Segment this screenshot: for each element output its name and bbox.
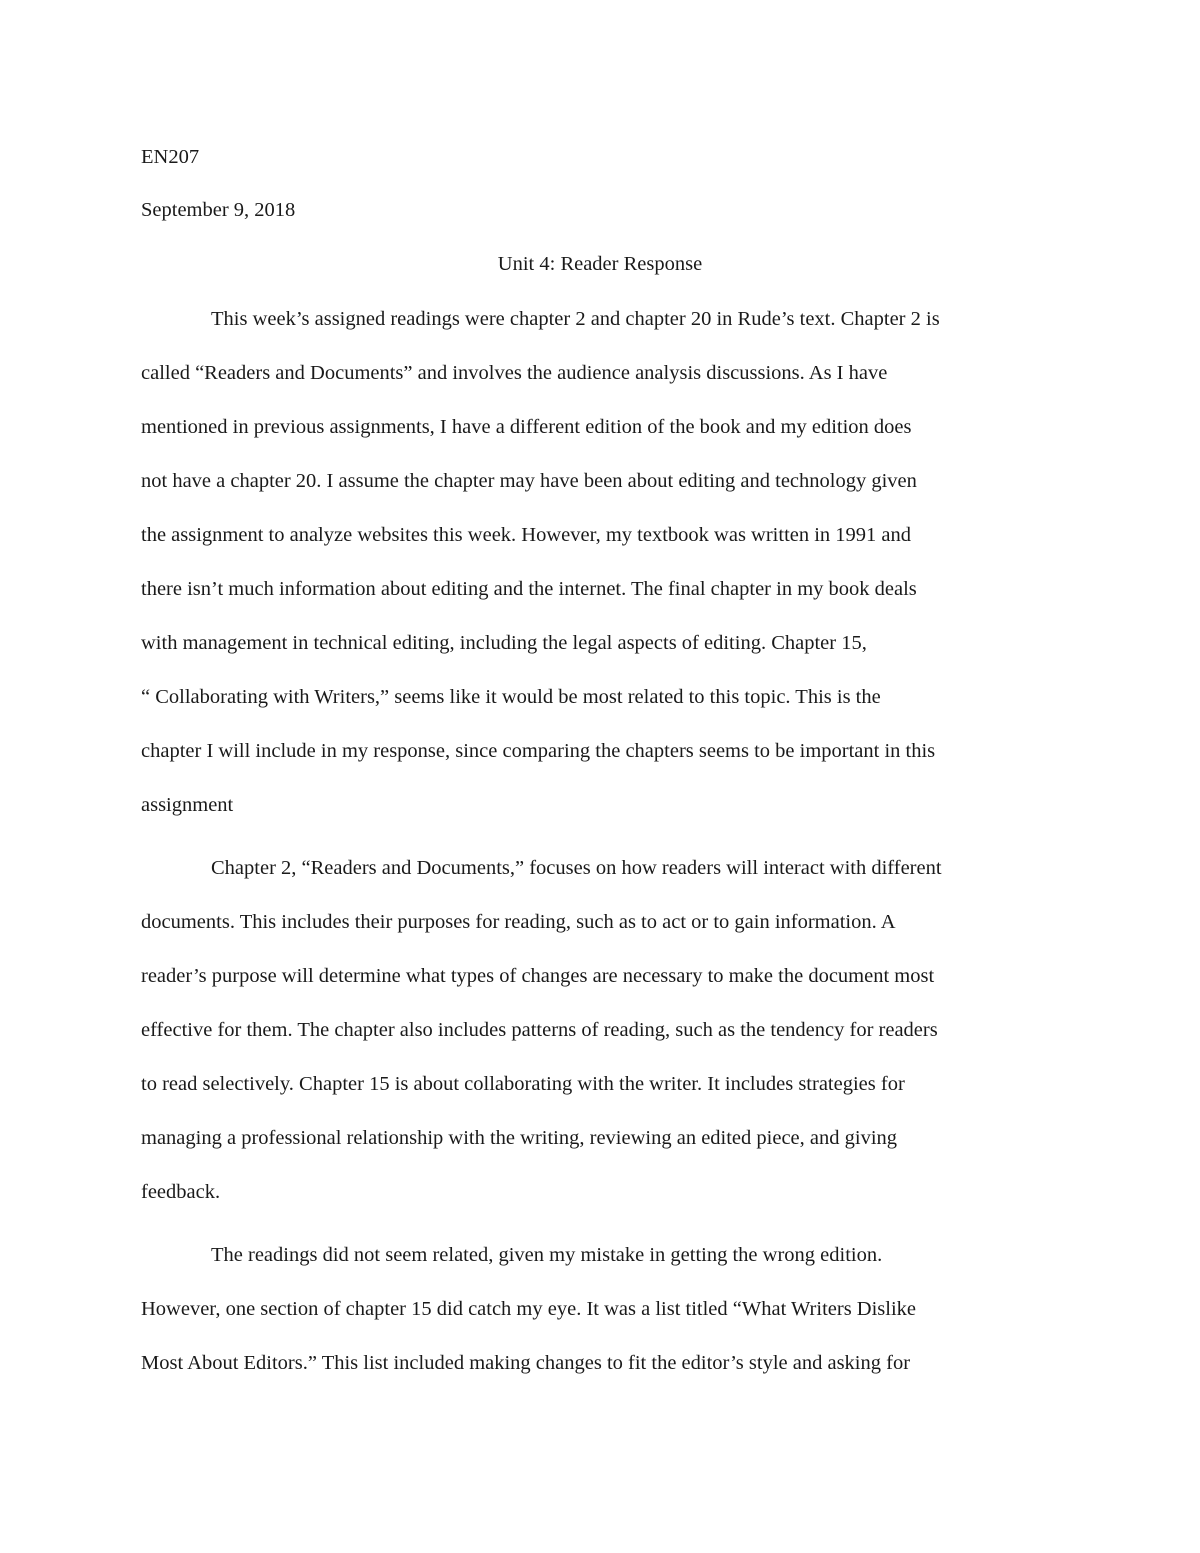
- paragraph-line: reader’s purpose will determine what types of changes are necessary to make the document most: [141, 965, 935, 987]
- paragraph-line: Chapter 2, “Readers and Documents,” focuses on how readers will interact with different: [211, 857, 942, 879]
- paragraph-line: chapter I will include in my response, since comparing the chapters seems to be important in this: [141, 740, 936, 762]
- paragraph-line: Most About Editors.” This list included making changes to fit the editor’s style and asking for: [141, 1352, 911, 1374]
- document-date: September 9, 2018: [141, 199, 296, 221]
- paragraph-line: However, one section of chapter 15 did catch my eye. It was a list titled “What Writers Dislike: [141, 1298, 917, 1320]
- paragraph-line: feedback.: [141, 1181, 221, 1203]
- paragraph-3: [141, 1228, 1059, 1390]
- paragraph-line: “ Collaborating with Writers,” seems like it would be most related to this topic. This is the: [141, 686, 881, 708]
- paragraph-line: effective for them. The chapter also includes patterns of reading, such as the tendency for readers: [141, 1019, 938, 1041]
- paragraph-line: The readings did not seem related, given my mistake in getting the wrong edition.: [211, 1244, 883, 1266]
- paragraph-line: the assignment to analyze websites this week. However, my textbook was written in 1991 and: [141, 524, 912, 546]
- paragraph-line: This week’s assigned readings were chapter 2 and chapter 20 in Rude’s text. Chapter 2 is: [211, 308, 940, 330]
- paragraph-line: mentioned in previous assignments, I have a different edition of the book and my edition does: [141, 416, 912, 438]
- paragraph-line: with management in technical editing, including the legal aspects of editing. Chapter 15,: [141, 632, 867, 654]
- paragraph-line: there isn’t much information about editing and the internet. The final chapter in my book deals: [141, 578, 917, 600]
- paragraph-line: documents. This includes their purposes for reading, such as to act or to gain information. A: [141, 911, 896, 933]
- document-body: [141, 292, 1059, 1390]
- document-title: Unit 4: Reader Response: [497, 253, 703, 275]
- paragraph-1: [141, 292, 1059, 832]
- paragraph-line: to read selectively. Chapter 15 is about collaborating with the writer. It includes strategies for: [141, 1073, 905, 1095]
- paragraph-line: called “Readers and Documents” and involves the audience analysis discussions. As I have: [141, 362, 888, 384]
- paragraph-line: managing a professional relationship with the writing, reviewing an edited piece, and giving: [141, 1127, 898, 1149]
- paragraph-line: not have a chapter 20. I assume the chapter may have been about editing and technology given: [141, 470, 917, 492]
- paragraph-line: assignment: [141, 794, 234, 816]
- paragraph-spacer: [141, 832, 1059, 841]
- course-code: EN207: [141, 146, 200, 168]
- paragraph-2: [141, 841, 1059, 1219]
- paragraph-spacer: [141, 1219, 1059, 1228]
